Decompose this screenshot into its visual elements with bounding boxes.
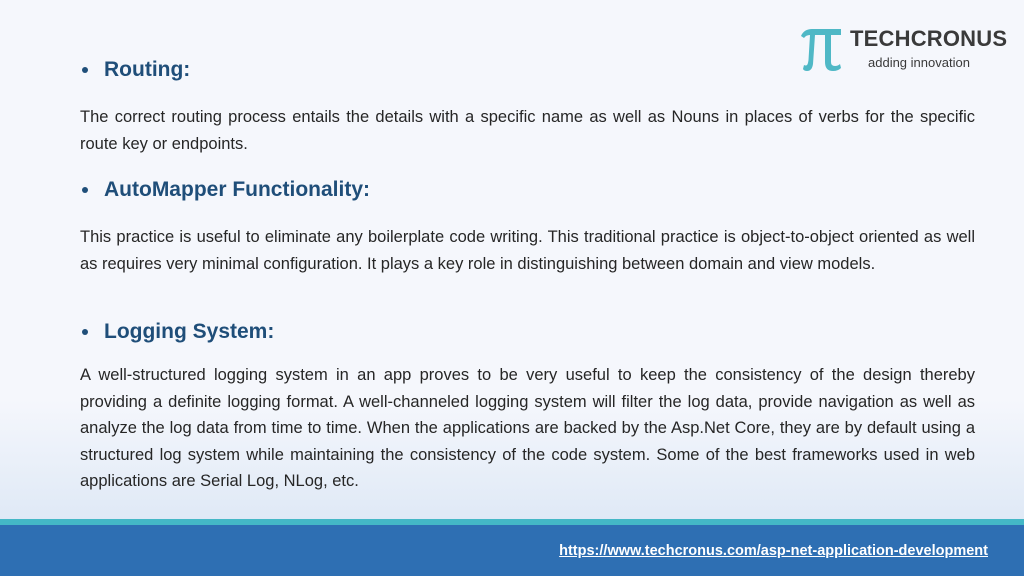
heading-text: AutoMapper Functionality: xyxy=(104,178,370,201)
heading-text: Logging System: xyxy=(104,320,275,343)
section-body-logging: A well-structured logging system in an app proves to be very useful to keep the consistency of the design thereby providing a definite logging format. A well-channeled logging system will filter the log data, provide navigation as well as analyze the log data from time to time. When the applications are backed by the Asp.Net Core, they are by default using a structured log system while maintaining the consistency of the code system. Some of the best frameworks used in web applications are Serial Log, NLog, etc. xyxy=(80,366,975,490)
bullet-icon xyxy=(82,67,88,73)
section-heading-routing xyxy=(80,58,190,82)
footer-bar xyxy=(0,525,1024,576)
footer-url-link[interactable]: https://www.techcronus.com/asp-net-application-development xyxy=(559,543,988,559)
section-body-automapper: This practice is useful to eliminate any boilerplate code writing. This traditional practice is object-to-object oriented as well as requires very minimal configuration. It plays a key role in distinguishing between domain and view models. xyxy=(80,228,975,273)
section-heading-logging xyxy=(80,320,274,344)
pi-icon xyxy=(798,24,844,72)
bullet-icon xyxy=(82,187,88,193)
logo-tagline: adding innovation xyxy=(868,55,970,70)
section-heading-automapper xyxy=(80,178,370,202)
section-body-routing: The correct routing process entails the details with a specific name as well as Nouns in places of verbs for the specific route key or endpoints. xyxy=(80,108,975,153)
company-logo xyxy=(798,24,1008,76)
bullet-icon xyxy=(82,329,88,335)
logo-name: TECHCRONUS xyxy=(850,26,1008,51)
heading-text: Routing: xyxy=(104,58,191,81)
